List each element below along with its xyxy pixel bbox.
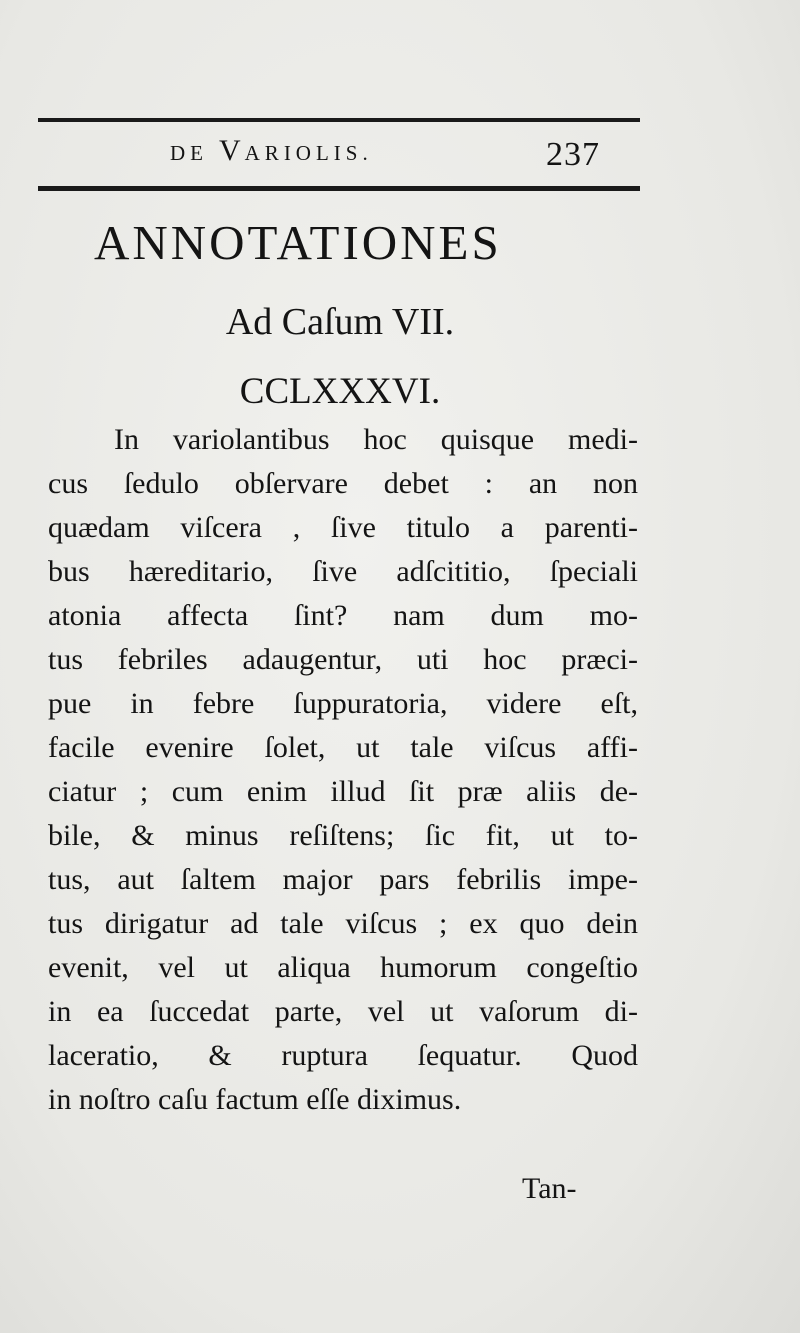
text-line: laceratio, & ruptura ſequatur. Quod: [48, 1039, 638, 1072]
text-line: ciatur ; cum enim illud ſit præ aliis de-: [48, 775, 638, 808]
paragraph-number: CCLXXXVI.: [239, 371, 441, 412]
running-head-v: V: [218, 134, 245, 167]
header-rule-top: [38, 118, 640, 122]
text-line: tus febriles adaugentur, uti hoc præci-: [48, 643, 638, 676]
text-line: evenit, vel ut aliqua humorum congeſtio: [48, 951, 638, 984]
running-head-rest: ARIOLIS.: [244, 141, 373, 165]
text-line: in ea ſuccedat parte, vel ut vaſorum di-: [48, 995, 638, 1028]
running-head: [170, 134, 373, 168]
catchword: Tan-: [522, 1172, 577, 1205]
section-subtitle: Ad Caſum VII.: [225, 301, 455, 343]
text-line: cus ſedulo obſervare debet : an non: [48, 467, 638, 500]
text-line: bile, & minus reſiſtens; ſic fit, ut to-: [48, 819, 638, 852]
text-line: in noſtro caſu factum eſſe diximus.: [48, 1083, 462, 1116]
text-line: pue in febre ſuppuratoria, videre eſt,: [48, 687, 638, 720]
section-title: ANNOTATIONES: [94, 215, 502, 270]
text-line: quædam viſcera , ſive titulo a parenti-: [48, 511, 638, 544]
running-head-de: DE: [170, 141, 208, 165]
header-rule-bottom: [38, 186, 640, 191]
page-number: 237: [546, 136, 600, 173]
text-line: tus dirigatur ad tale viſcus ; ex quo dein: [48, 907, 638, 940]
text-line: In variolantibus hoc quisque medi-: [114, 423, 638, 456]
text-line: atonia affecta ſint? nam dum mo-: [48, 599, 638, 632]
text-line: facile evenire ſolet, ut tale viſcus affi-: [48, 731, 638, 764]
text-line: bus hæreditario, ſive adſcititio, ſpeciali: [48, 555, 638, 588]
text-line: tus, aut ſaltem major pars febrilis impe-: [48, 863, 638, 896]
body-text: [48, 418, 638, 1122]
